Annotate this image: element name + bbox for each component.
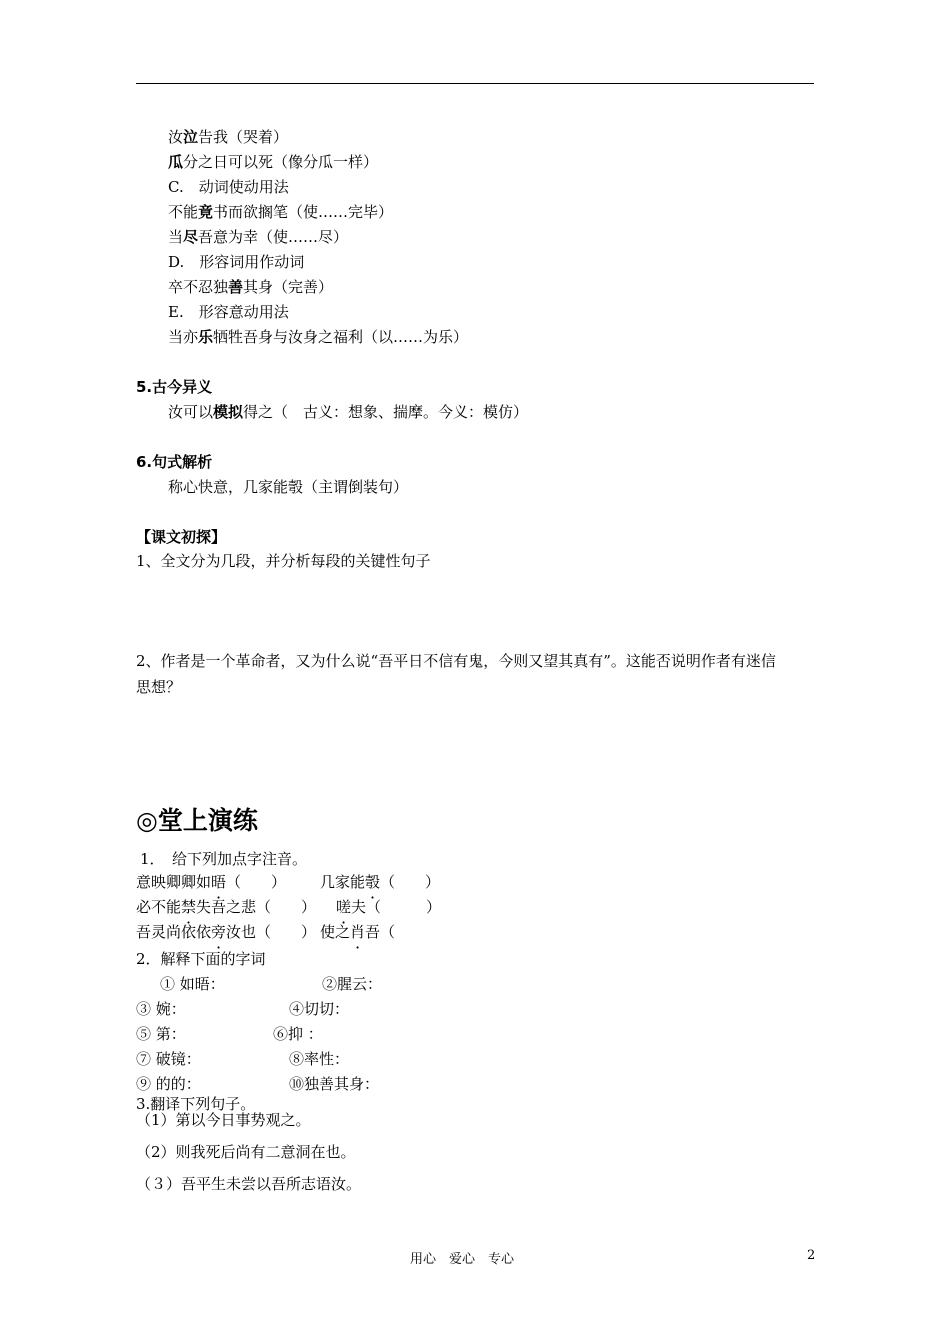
footer-motto: 用心 爱心 专心: [410, 1252, 515, 1267]
page-number: 2: [807, 1248, 816, 1263]
phonetic-item: 几家能彀（ ）: [320, 873, 441, 891]
word-item: ⑤ 第：: [136, 1025, 186, 1043]
example-line: 汝泣告我（哭着）: [168, 128, 289, 146]
example-line: 不能竟书而欲搁笔（使……完毕）: [168, 203, 394, 221]
example-line: 卒不忍独善其身（完善）: [168, 278, 334, 296]
phonetic-item: 使之肖吾（: [320, 923, 396, 941]
practice-heading: ◎堂上演练: [136, 806, 258, 835]
example-line: 当尽吾意为幸（使……尽）: [168, 228, 349, 246]
section-heading: 6.句式解析: [136, 453, 213, 471]
usage-category-e: E. 形容意动用法: [168, 303, 289, 321]
question: 1． 给下列加点字注音。: [140, 850, 308, 868]
translation-item: （３）吾平生未尝以吾所志语汝。: [136, 1175, 362, 1193]
example-line: 瓜分之日可以死（像分瓜一样）: [168, 153, 379, 171]
example-line: 当亦乐牺牲吾身与汝身之福利（以……为乐）: [168, 328, 469, 346]
word-item: ④切切：: [289, 1000, 350, 1018]
example-line: 称心快意，几家能彀（主谓倒装句）: [168, 478, 409, 496]
word-item: ⑧率性：: [289, 1050, 350, 1068]
word-item: ②腥云：: [322, 975, 383, 993]
translation-item: （2）则我死后尚有二意洞在也。: [136, 1143, 356, 1161]
word-item: ⑩独善其身：: [289, 1075, 380, 1093]
header-rule: [136, 83, 814, 84]
question: 2．解释下面的字词: [136, 950, 266, 968]
usage-category-c: C. 动词使动用法: [168, 178, 289, 196]
word-item: ⑥抑 ：: [273, 1025, 323, 1043]
word-item: ① 如晤：: [160, 975, 225, 993]
section-heading: 5.古今异义: [136, 378, 213, 396]
phonetic-item: 必不能禁失吾之悲（ ）: [136, 898, 317, 916]
question: 3.翻译下列句子。: [136, 1095, 256, 1113]
question-continued: 思想？: [136, 678, 182, 696]
question: 2、作者是一个革命者，又为什么说“吾平日不信有鬼，今则又望其真有”。这能否说明作者有迷信: [136, 652, 776, 670]
translation-item: （1）第以今日事势观之。: [136, 1111, 311, 1129]
word-item: ③ 婉：: [136, 1000, 186, 1018]
usage-category-d: D. 形容词用作动词: [168, 253, 305, 271]
phonetic-item: 意映卿卿如晤（ ）: [136, 873, 287, 891]
word-item: ⑨ 的的：: [136, 1075, 201, 1093]
example-line: 汝可以模拟得之（ 古义：想象、揣摩。今义：模仿）: [168, 403, 529, 421]
section-heading: 【课文初探】: [136, 528, 227, 546]
word-item: ⑦ 破镜：: [136, 1050, 201, 1068]
question: 1、全文分为几段，并分析每段的关键性句子: [136, 552, 431, 570]
phonetic-item: 吾灵尚依依旁汝也（ ）: [136, 923, 317, 941]
phonetic-item: 嗟夫（ ）: [336, 898, 442, 916]
